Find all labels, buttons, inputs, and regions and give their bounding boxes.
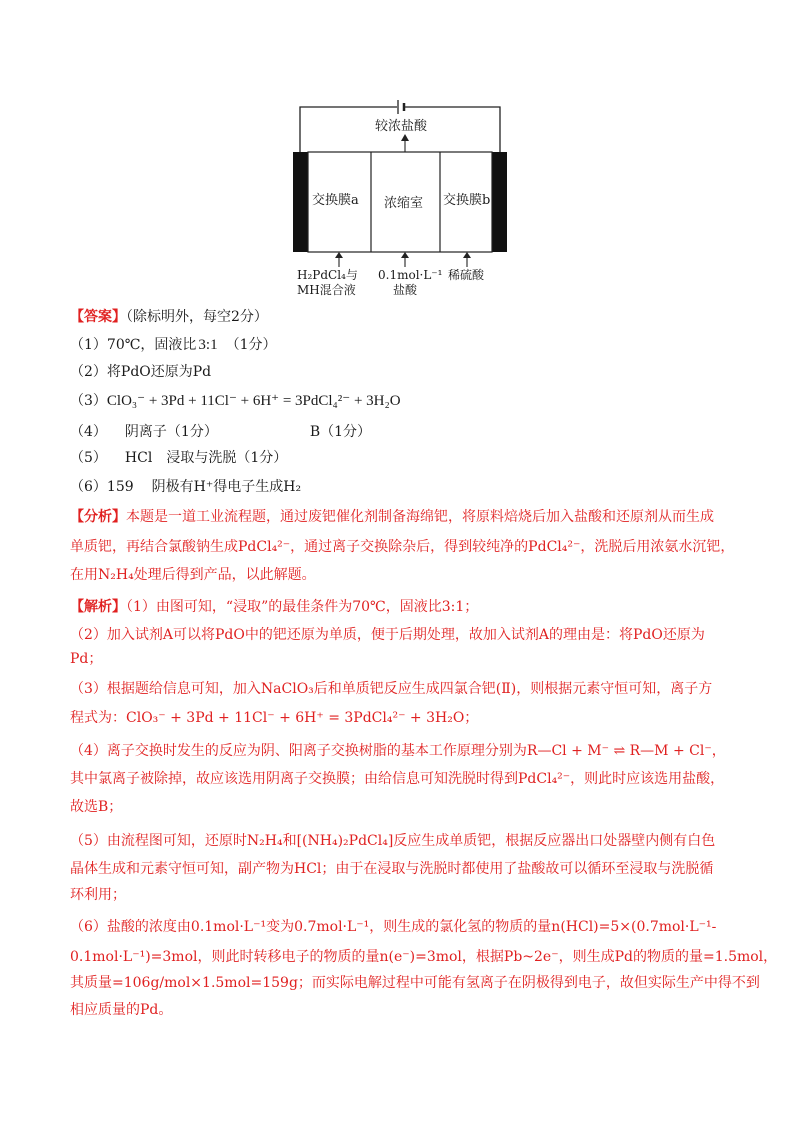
answer-6 (70, 477, 301, 497)
analysis-line-2: 单质钯，再结合氯酸钠生成PdCl₄²⁻，通过离子交换除杂后，得到较纯净的PdCl₄²⁻，洗脱后用浓氨水沉钯， (70, 539, 735, 555)
answer-4-choice: B（1分） (309, 424, 372, 440)
explanation-p5b: 晶体生成和元素守恒可知，副产物为HCl；由于在浸取与洗脱时都使用了盐酸故可以循环至浸取与洗脱循 (70, 861, 714, 877)
inlet-left-label-1: H₂PdCl₄与 (297, 268, 358, 282)
explanation-p6a: （6）盐酸的浓度由0.1mol·L⁻¹变为0.7mol·L⁻¹，则生成的氯化氢的物质的量n(HCl)=5×(0.7mol·L⁻¹- (70, 919, 717, 935)
inlet-arrow-left (335, 252, 343, 258)
electrodialysis-diagram (285, 92, 515, 302)
answer-note: （除标明外，每空2分） (126, 309, 268, 325)
answer-3 (70, 391, 401, 411)
explanation-p1: （1）由图可知，“浸取”的最佳条件为70℃，固液比3:1； (126, 599, 479, 615)
answer-6-num: （6）159 (70, 479, 134, 495)
answer-header (70, 307, 268, 327)
explanation-p2b: Pd； (70, 651, 103, 667)
answer-1-text: 70℃，固液比 (106, 337, 197, 353)
explanation-p6b: 0.1mol·L⁻¹)=3mol，则此时转移电子的物质的量n(e⁻)=3mol，根据Pb~2e⁻，则生成Pd的物质的量=1.5mol， (70, 949, 778, 965)
right-chamber-label: 交换膜b (443, 193, 491, 208)
left-chamber-label: 交换膜a (312, 193, 359, 208)
explanation-tag: 【解析】 (70, 599, 126, 615)
answer-5-text: 浸取与洗脱（1分） (166, 450, 288, 466)
answer-4-num: （4） (70, 424, 107, 440)
right-electrode (492, 152, 507, 252)
explanation-p5a: （5）由流程图可知，还原时N₂H₄和[(NH₄)₂PdCl₄]反应生成单质钯，根据反应器出口处器壁内侧有白色 (70, 833, 716, 849)
inlet-left-label-2: MH混合液 (297, 283, 356, 297)
answer-1-score: （1分） (225, 337, 277, 353)
explanation-p3b: 程式为：ClO₃⁻ + 3Pd + 11Cl⁻ + 6H⁺ = 3PdCl₄²⁻ + 3H₂O； (70, 710, 479, 726)
answer-3-num: （3） (70, 393, 107, 409)
answer-1 (70, 335, 277, 355)
inlet-center-label-1: 0.1mol·L⁻¹ (378, 268, 443, 282)
analysis-line-3: 在用N₂H₄处理后得到产品，以此解题。 (70, 567, 316, 583)
answer-tag: 【答案】 (70, 309, 126, 325)
answer-1-num: （1） (70, 337, 107, 353)
inlet-arrow-right (463, 252, 471, 258)
analysis-text-1: 本题是一道工业流程题，通过废钯催化剂制备海绵钯，将原料焙烧后加入盐酸和还原剂从而生成 (126, 509, 714, 525)
explanation-p2a: （2）加入试剂A可以将PdO中的钯还原为单质，便于后期处理，故加入试剂A的理由是：将PdO还原为 (70, 627, 705, 643)
explanation-p4b: 其中氯离子被除掉，故应该选用阴离子交换膜；由给信息可知洗脱时得到PdCl₄²⁻，则此时应该选用盐酸， (70, 771, 725, 787)
analysis-tag: 【分析】 (70, 509, 126, 525)
inlet-center-label-2: 盐酸 (393, 283, 418, 297)
analysis-line-1 (70, 507, 714, 527)
center-chamber-label: 浓缩室 (384, 196, 424, 211)
explanation-line-1 (70, 597, 478, 617)
explanation-p4a: （4）离子交换时发生的反应为阴、阳离子交换树脂的基本工作原理分别为R—Cl + M⁻ ⇌ R—M + Cl⁻， (70, 743, 726, 759)
explanation-p5c: 环利用； (70, 887, 126, 903)
explanation-p6c: 其质量=106g/mol×1.5mol=159g；而实际电解过程中可能有氢离子在阴极得到电子，故但实际生产中得不到 (70, 975, 760, 991)
answer-3-equation: ClO₃⁻ + 3Pd + 11Cl⁻ + 6H⁺ = 3PdCl₄²⁻ + 3H₂O (106, 393, 401, 409)
explanation-p3a: （3）根据题给信息可知，加入NaClO₃后和单质钯反应生成四氯合钯(Ⅱ)，则根据元素守恒可知，离子方 (70, 681, 713, 697)
answer-6-text: 阴极有H⁺得电子生成H₂ (151, 479, 302, 495)
inlet-right-label: 稀硫酸 (448, 268, 485, 282)
outlet-arrow (401, 134, 409, 141)
answer-5-num: （5） (70, 450, 107, 466)
answer-5 (70, 448, 287, 468)
answer-4 (70, 422, 371, 442)
explanation-p6d: 相应质量的Pd。 (70, 1002, 173, 1018)
answer-4-text: 阴离子（1分） (124, 424, 218, 440)
answer-2: （2）将PdO还原为Pd (70, 364, 212, 380)
explanation-p4c: 故选B； (70, 799, 123, 815)
left-electrode (293, 152, 308, 252)
answer-1-ratio: 3:1 (198, 337, 218, 353)
answer-5-hcl: HCl (124, 450, 153, 466)
inlet-arrow-center (401, 252, 409, 258)
top-outlet-label: 较浓盐酸 (375, 119, 428, 134)
